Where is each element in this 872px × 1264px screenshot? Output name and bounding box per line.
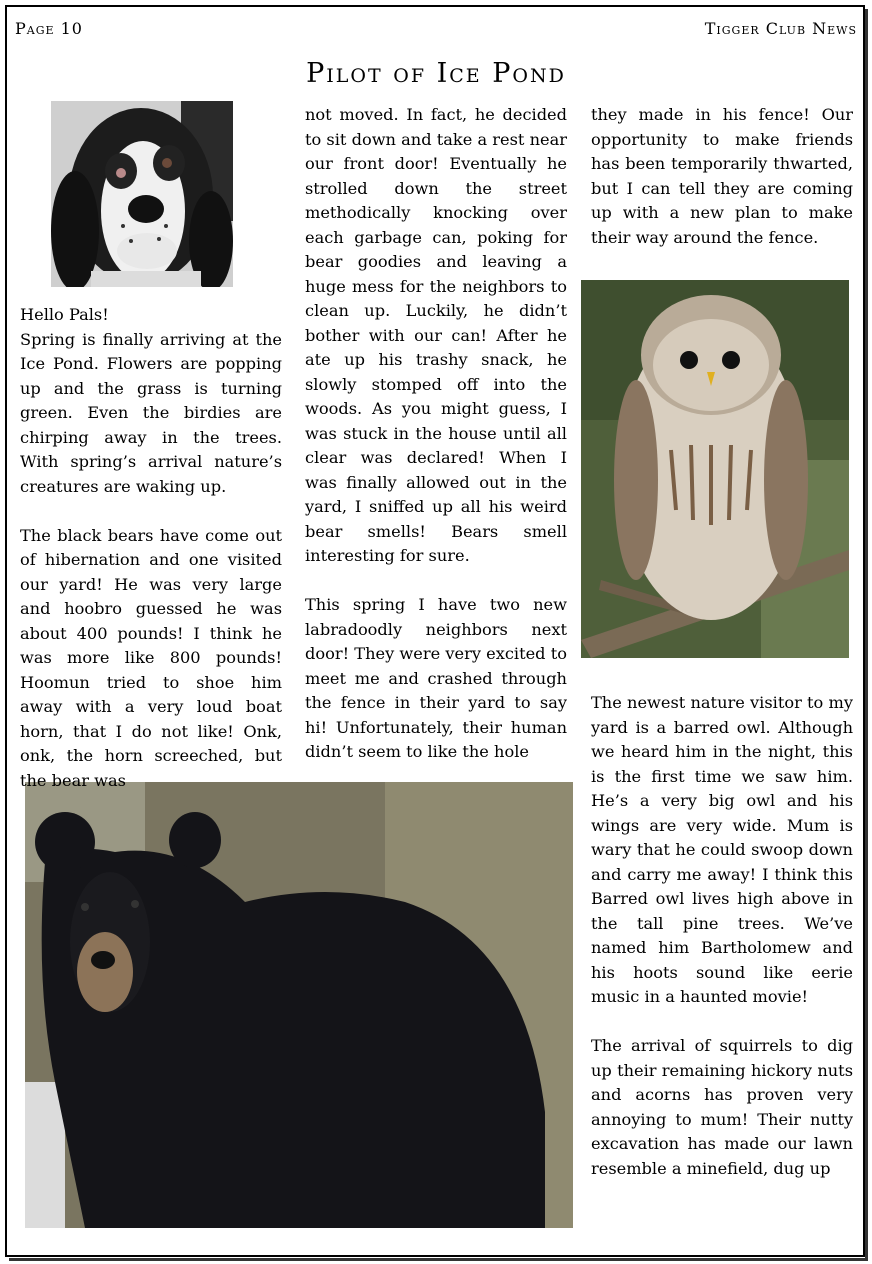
page-number: Page 10: [15, 19, 83, 38]
paragraph: The black bears have come out of hibernation and one visited our yard! He was very large and hoobro guessed he was about 400 pounds! I think he was more like 800 pounds! Hoomun tried to shoe him away with a very loud boat horn, that I do not like! Onk, onk, the horn screeched, but the bear was: [20, 525, 282, 790]
paragraph: The newest nature visitor to my yard is a barred owl. Although we heard him in the night, this is the first time we saw him. He’s a very big owl and his wings are very wide. Mum is wary that he could swoop down and carry me away! I think this Barred owl lives high above in the tall pine trees. We’ve named him Bartholomew and his hoots sound like eerie music in a haunted movie!: [591, 693, 853, 1006]
paragraph: they made in his fence! Our opportunity to make friends has been temporarily thwarted, but I can tell they are coming up with a new plan to make their way around the fence.: [591, 105, 853, 247]
barred-owl-photo: [581, 280, 849, 658]
paragraph: This spring I have two new labradoodly neighbors next door! They were very excited to meet me and crashed through the fence in their yard to say hi! Unfortunately, their human didn’t seem to like the hole: [305, 595, 567, 761]
paragraph: The arrival of squirrels to dig up their remaining hickory nuts and acorns has proven very annoying to mum! Their nutty excavation has made our lawn resemble a minefield, dug up: [591, 1036, 853, 1178]
column-1: [20, 303, 282, 793]
column-3-bottom: [591, 691, 853, 1181]
dog-photo: [51, 101, 233, 287]
publication-name: Tigger Club News: [704, 19, 857, 38]
paragraph: not moved. In fact, he decided to sit down and take a rest near our front door! Eventually he strolled down the street methodically knocking over each garbage can, poking for bear goodies and leaving a huge mess for the neighbors to clean up. Luckily, he didn’t bother with our can! After he ate up his trashy snack, he slowly stomped off into the woods. As you might guess, I was stuck in the house until all clear was declared! When I was finally allowed out in the yard, I sniffed up all his weird bear smells! Bears smell interesting for sure.: [305, 105, 567, 565]
greeting: Hello Pals!: [20, 305, 109, 324]
black-bear-photo: [25, 782, 573, 1228]
article-title: Pilot of Ice Pond: [306, 58, 566, 89]
column-3-top: [591, 103, 853, 250]
column-2: [305, 103, 567, 765]
paragraph: Spring is finally arriving at the Ice Pond. Flowers are popping up and the grass is turning green. Even the birdies are chirping away in the trees. With spring’s arrival nature’s creatures are waking up.: [20, 329, 282, 496]
